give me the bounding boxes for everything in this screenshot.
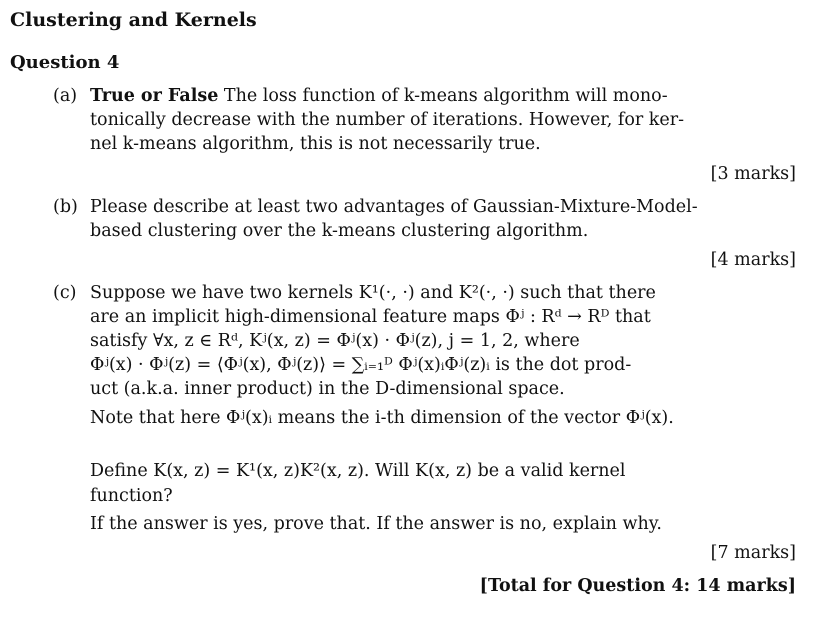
part-b-marks: [4 marks] (710, 250, 796, 270)
part-a-line-1 (90, 86, 668, 106)
part-a-label: (a) (53, 86, 78, 106)
part-c-line-3: satisfy ∀x, z ∈ Rᵈ, Kʲ(x, z) = Φʲ(x) · Φʲ(z), j = 1, 2, where (90, 331, 580, 351)
part-c-line-4: Φʲ(x) · Φʲ(z) = ⟨Φʲ(x), Φʲ(z)⟩ = ∑ᵢ₌₁ᴰ Φʲ(x)ᵢΦʲ(z)ᵢ is the dot prod- (90, 355, 632, 375)
part-c-marks: [7 marks] (710, 543, 796, 563)
section-title: Clustering and Kernels (10, 9, 257, 31)
question-title: Question 4 (10, 52, 120, 73)
true-false-lead: True or False (90, 86, 219, 106)
part-c-line-7: Define K(x, z) = K¹(x, z)K²(x, z). Will K(x, z) be a valid kernel (90, 461, 626, 481)
part-c-line-5: uct (a.k.a. inner product) in the D-dimensional space. (90, 379, 565, 399)
part-b-label: (b) (53, 197, 78, 217)
part-b-line-1: Please describe at least two advantages of Gaussian-Mixture-Model- (90, 197, 698, 217)
part-b-line-2: based clustering over the k-means clustering algorithm. (90, 221, 589, 241)
part-c-line-2: are an implicit high-dimensional feature maps Φʲ : Rᵈ → Rᴰ that (90, 307, 651, 327)
part-c-line-8: function? (90, 486, 173, 506)
part-c-line-6: Note that here Φʲ(x)ᵢ means the i-th dimension of the vector Φʲ(x). (90, 408, 674, 428)
part-c-line-1: Suppose we have two kernels K¹(·, ·) and K²(·, ·) such that there (90, 283, 656, 303)
part-c-label: (c) (53, 283, 77, 303)
part-a-marks: [3 marks] (710, 164, 796, 184)
part-a-line-2: tonically decrease with the number of iterations. However, for ker- (90, 110, 685, 130)
part-c-line-9: If the answer is yes, prove that. If the answer is no, explain why. (90, 514, 662, 534)
part-a-line-1-rest: The loss function of k-means algorithm will mono- (218, 86, 668, 106)
question-total: [Total for Question 4: 14 marks] (479, 576, 796, 596)
part-a-line-3: nel k-means algorithm, this is not necessarily true. (90, 134, 541, 154)
